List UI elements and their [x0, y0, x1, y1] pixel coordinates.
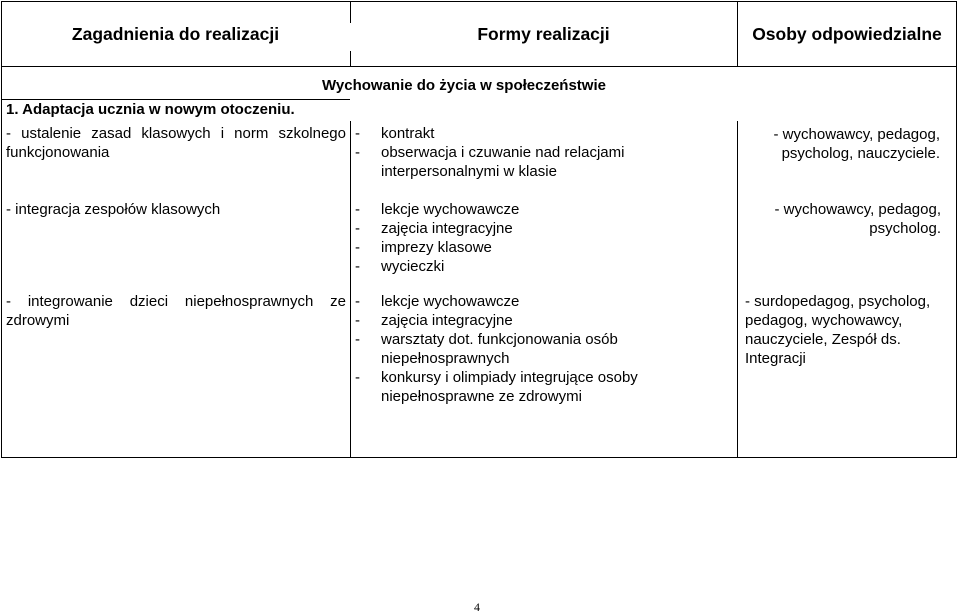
column-divider-1-mid	[350, 51, 351, 66]
form-text: lekcje wychowawcze	[381, 293, 520, 310]
form-text: warsztaty dot. funkcjonowania osób niepełnosprawnych	[381, 331, 618, 367]
header-divider	[1, 66, 957, 67]
form-item	[355, 200, 685, 219]
topic-row-1: - ustalenie zasad klasowych i norm szkolnego funkcjonowania	[6, 125, 346, 161]
form-text: obserwacja i czuwanie nad relacjami interpersonalnymi w klasie	[381, 144, 625, 180]
persons-row-3: - surdopedagog, psycholog, pedagog, wychowawcy, nauczyciele, Zespół ds. Integracji	[745, 293, 931, 367]
dash-marker: -	[355, 239, 360, 256]
topic-row-3: - integrowanie dzieci niepełnosprawnych ze zdrowymi	[6, 293, 346, 329]
form-item	[355, 311, 685, 330]
header-topics: Zagadnienia do realizacji	[71, 24, 280, 44]
form-text: zajęcia integracyjne	[381, 312, 513, 329]
form-item	[355, 330, 685, 368]
column-divider-2	[737, 121, 738, 458]
dash-marker: -	[355, 331, 360, 348]
persons-row-1: - wychowawcy, pedagog, psycholog, nauczyciele.	[773, 126, 940, 162]
header-persons: Osoby odpowiedzialne	[752, 24, 942, 44]
topic-title: 1. Adaptacja ucznia w nowym otoczeniu.	[6, 101, 295, 118]
dash-marker: -	[355, 293, 360, 310]
dash-marker: -	[355, 369, 360, 386]
form-text: zajęcia integracyjne	[381, 220, 513, 237]
page-number: 4	[474, 600, 480, 614]
header-forms: Formy realizacji	[477, 24, 610, 44]
form-item	[355, 238, 685, 257]
topic-row-2: - integracja zespołów klasowych	[6, 201, 221, 218]
form-item	[355, 219, 685, 238]
dash-marker: -	[355, 220, 360, 237]
form-text: wycieczki	[381, 258, 445, 275]
form-text: konkursy i olimpiady integrujące osoby niepełnosprawne ze zdrowymi	[381, 369, 638, 405]
dash-marker: -	[355, 144, 360, 161]
forms-row-3	[355, 292, 685, 406]
persons-text: - wychowawcy, pedagog, psycholog.	[774, 201, 941, 237]
form-item	[355, 143, 685, 181]
column-divider-1-top	[350, 1, 351, 23]
form-text: lekcje wychowawcze	[381, 201, 520, 218]
form-item	[355, 124, 685, 143]
dash-marker: -	[355, 125, 360, 142]
form-text: imprezy klasowe	[381, 239, 492, 256]
dash-marker: -	[355, 201, 360, 218]
forms-row-1	[355, 124, 685, 181]
form-item	[355, 292, 685, 311]
column-divider-1	[350, 121, 351, 458]
persons-row-2	[741, 200, 946, 238]
form-item	[355, 257, 685, 276]
dash-marker: -	[355, 312, 360, 329]
dash-marker: -	[355, 258, 360, 275]
forms-row-2	[355, 200, 685, 276]
form-text: kontrakt	[381, 125, 435, 142]
section-title: Wychowanie do życia w społeczeństwie	[322, 77, 606, 94]
form-item	[355, 368, 685, 406]
